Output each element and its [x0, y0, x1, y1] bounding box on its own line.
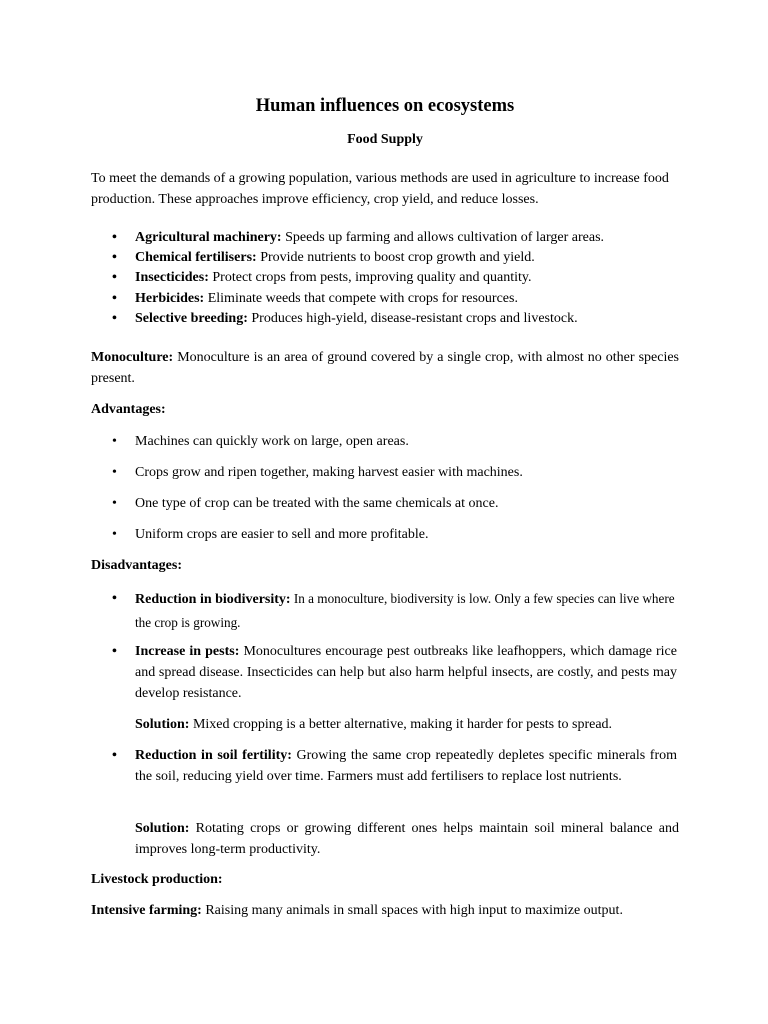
methods-list [91, 228, 679, 329]
bullet-icon: • [112, 310, 117, 326]
disadvantage-detail: Monocultures encourage pest outbreaks like leafhoppers, which damage rice and spread disease. Insecticides can help but also harm helpful insects, are costly, and pests may develop resistance. [135, 644, 677, 701]
disadvantage-text [135, 587, 677, 634]
list-item [91, 248, 679, 268]
list-item [91, 462, 679, 483]
section-subtitle: Food Supply [347, 132, 423, 147]
bullet-icon: • [112, 270, 117, 286]
method-term: Selective breeding: [135, 310, 248, 326]
page-title: Human influences on ecosystems [255, 96, 515, 116]
method-text: Protect crops from pests, improving quality and quantity. [208, 270, 532, 286]
monoculture-paragraph [91, 348, 679, 389]
solution-note [135, 714, 679, 735]
method-text: Speeds up farming and allows cultivation of larger areas. [281, 230, 605, 245]
bullet-icon: • [112, 644, 117, 659]
bullet-icon: • [112, 250, 117, 266]
list-item [91, 289, 679, 309]
bullet-icon: • [112, 434, 117, 449]
list-item [91, 431, 679, 452]
advantage-text: Uniform crops are easier to sell and more profitable. [135, 527, 429, 542]
bullet-icon: • [112, 290, 117, 306]
method-text: Provide nutrients to boost crop growth and yield. [256, 250, 535, 266]
solution-note [135, 818, 679, 860]
bullet-icon: • [112, 230, 117, 245]
bullet-icon: • [112, 465, 117, 480]
monoculture-term: Monoculture: [91, 350, 174, 365]
bullet-icon: • [112, 748, 117, 763]
advantages-heading: Advantages: [91, 402, 166, 417]
list-item [91, 745, 679, 787]
method-term: Herbicides: [135, 290, 205, 306]
method-term: Agricultural machinery: [135, 230, 282, 245]
bullet-icon: • [112, 496, 117, 511]
method-term: Chemical fertilisers: [135, 250, 257, 266]
list-item [91, 641, 679, 704]
disadvantage-detail: Growing the same crop repeatedly depletes specific minerals from the soil, reducing yield over time. Farmers must add fertilisers to replace lost nutrients. [135, 748, 677, 784]
intensive-farming-term: Intensive farming: [91, 903, 202, 918]
solution-text: Mixed cropping is a better alternative, making it harder for pests to spread. [189, 717, 613, 732]
solution-label: Solution: [135, 717, 190, 732]
livestock-heading: Livestock production: [91, 872, 223, 887]
method-text: Produces high-yield, disease-resistant crops and livestock. [247, 310, 578, 326]
advantage-text: Crops grow and ripen together, making harvest easier with machines. [135, 465, 523, 480]
list-item [91, 228, 679, 248]
bullet-icon: • [112, 591, 117, 606]
intensive-farming-text: Raising many animals in small spaces with high input to maximize output. [201, 903, 623, 918]
monoculture-text: Monoculture is an area of ground covered by a single crop, with almost no other species present. [91, 350, 679, 386]
bullet-icon: • [112, 527, 117, 542]
disadvantage-text [135, 641, 677, 704]
list-item [91, 309, 679, 329]
disadvantages-heading: Disadvantages: [91, 558, 183, 573]
list-item [91, 493, 679, 514]
list-item [91, 524, 679, 545]
advantage-text: One type of crop can be treated with the same chemicals at once. [135, 496, 499, 511]
disadvantage-term: Increase in pests: [135, 644, 240, 659]
disadvantage-text [135, 745, 677, 787]
solution-label: Solution: [135, 821, 190, 836]
disadvantage-term: Reduction in soil fertility: [135, 748, 292, 763]
intensive-farming-paragraph [91, 901, 679, 922]
list-item [91, 587, 679, 634]
disadvantage-detail: In a monoculture, biodiversity is low. Only a few species can live where the crop is growing. [135, 591, 675, 630]
method-term: Insecticides: [135, 270, 209, 286]
intro-paragraph: To meet the demands of a growing population, various methods are used in agriculture to increase food production. These approaches improve efficiency, crop yield, and reduce losses. [91, 171, 669, 207]
method-text: Eliminate weeds that compete with crops for resources. [204, 290, 518, 306]
disadvantage-term: Reduction in biodiversity: [135, 592, 291, 607]
solution-text: Rotating crops or growing different ones helps maintain soil mineral balance and improves long-term productivity. [135, 821, 679, 857]
advantage-text: Machines can quickly work on large, open areas. [135, 434, 409, 449]
list-item [91, 268, 679, 288]
